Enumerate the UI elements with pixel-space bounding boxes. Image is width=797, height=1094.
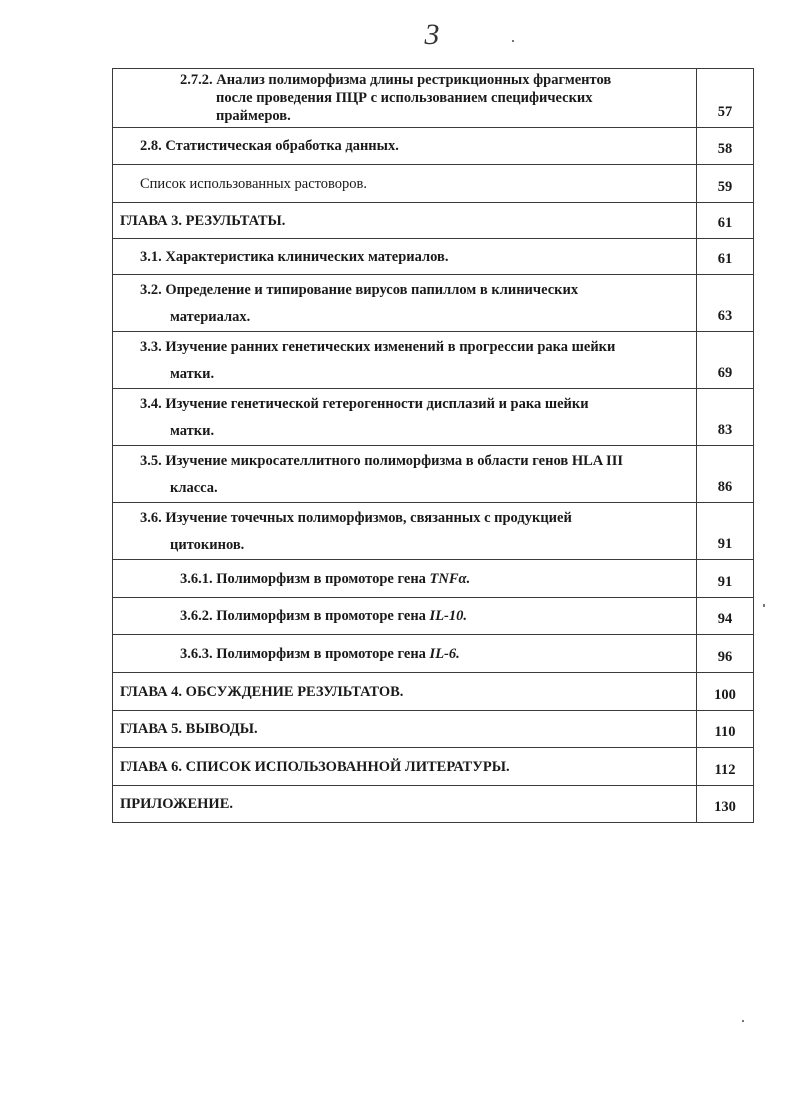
toc-row bbox=[113, 446, 754, 503]
toc-page: 100 bbox=[697, 673, 754, 711]
toc-title-line: ГЛАВА 5. ВЫВОДЫ. bbox=[120, 721, 258, 737]
toc-row bbox=[113, 748, 754, 786]
table-of-contents bbox=[112, 68, 754, 823]
toc-title bbox=[113, 598, 697, 635]
toc-title bbox=[113, 203, 697, 239]
gene-name: IL-6. bbox=[429, 645, 460, 662]
toc-page: 91 bbox=[697, 503, 754, 560]
toc-page: 130 bbox=[697, 786, 754, 823]
toc-page: 63 bbox=[697, 275, 754, 332]
toc-page: 91 bbox=[697, 560, 754, 598]
toc-title-line: 2.7.2. Анализ полиморфизма длины рестрикционных фрагментов bbox=[180, 72, 612, 88]
scan-speck bbox=[742, 1020, 744, 1022]
toc-title-prefix: 3.6.2. Полиморфизм в промоторе гена bbox=[180, 608, 430, 624]
toc-page: 110 bbox=[697, 711, 754, 748]
toc-row bbox=[113, 239, 754, 275]
toc-title-line: 3.3. Изучение ранних генетических изменений в прогрессии рака шейки bbox=[140, 339, 616, 355]
toc-row bbox=[113, 635, 754, 673]
toc-page: 112 bbox=[697, 748, 754, 786]
toc-title-line: 3.5. Изучение микросателлитного полиморфизма в области генов HLA III bbox=[140, 453, 623, 469]
toc-title-line: Список использованных растоворов. bbox=[140, 175, 368, 192]
toc-title bbox=[113, 446, 697, 503]
toc-page: 69 bbox=[697, 332, 754, 389]
page-number: 3 bbox=[424, 18, 440, 51]
toc-page: 58 bbox=[697, 128, 754, 165]
toc-page: 61 bbox=[697, 203, 754, 239]
toc-row bbox=[113, 673, 754, 711]
toc-page: 86 bbox=[697, 446, 754, 503]
toc-title bbox=[113, 389, 697, 446]
toc-title bbox=[113, 748, 697, 786]
toc-title-line: ГЛАВА 4. ОБСУЖДЕНИЕ РЕЗУЛЬТАТОВ. bbox=[120, 683, 404, 700]
toc-title bbox=[113, 503, 697, 560]
toc-title bbox=[113, 128, 697, 165]
toc-title-line: ГЛАВА 3. РЕЗУЛЬТАТЫ. bbox=[120, 212, 286, 229]
toc-title bbox=[113, 635, 697, 673]
toc-title-prefix: 3.6.3. Полиморфизм в промоторе гена bbox=[180, 645, 430, 662]
toc-title bbox=[113, 786, 697, 823]
toc-title-line: праймеров. bbox=[216, 108, 291, 124]
toc-title-line: 2.8. Статистическая обработка данных. bbox=[140, 138, 399, 154]
toc-title-line: 3.6. Изучение точечных полиморфизмов, связанных с продукцией bbox=[140, 510, 572, 526]
toc-title-line: ПРИЛОЖЕНИЕ. bbox=[120, 796, 233, 812]
toc-title-line: ГЛАВА 6. СПИСОК ИСПОЛЬЗОВАННОЙ ЛИТЕРАТУРЫ. bbox=[120, 758, 510, 775]
toc-row bbox=[113, 711, 754, 748]
toc-row bbox=[113, 275, 754, 332]
toc-title-line: матки. bbox=[170, 423, 215, 439]
toc-row bbox=[113, 389, 754, 446]
toc-title bbox=[113, 673, 697, 711]
toc-title-line: класса. bbox=[170, 480, 218, 496]
toc-row bbox=[113, 560, 754, 598]
toc-title bbox=[113, 332, 697, 389]
toc-title-prefix: 3.6.1. Полиморфизм в промоторе гена bbox=[180, 570, 430, 587]
toc-title-line: материалах. bbox=[170, 309, 251, 325]
toc-page: 94 bbox=[697, 598, 754, 635]
toc-title-line: 3.1. Характеристика клинических материалов. bbox=[140, 248, 449, 265]
toc-page: 57 bbox=[697, 69, 754, 128]
toc-row bbox=[113, 128, 754, 165]
toc-title-line: цитокинов. bbox=[170, 537, 245, 553]
toc-title bbox=[113, 275, 697, 332]
toc-row bbox=[113, 598, 754, 635]
toc-page: 96 bbox=[697, 635, 754, 673]
scan-speck bbox=[512, 40, 514, 42]
toc-title-line: после проведения ПЦР с использованием специфических bbox=[216, 90, 593, 106]
toc-title bbox=[113, 711, 697, 748]
toc-page: 59 bbox=[697, 165, 754, 203]
toc-title-line: 3.2. Определение и типирование вирусов папиллом в клинических bbox=[140, 282, 579, 298]
scan-speck bbox=[763, 604, 765, 607]
toc-row bbox=[113, 786, 754, 823]
toc-title bbox=[113, 239, 697, 275]
toc-title bbox=[113, 165, 697, 203]
toc-row bbox=[113, 203, 754, 239]
toc-page: 61 bbox=[697, 239, 754, 275]
toc-row bbox=[113, 332, 754, 389]
toc-title bbox=[113, 560, 697, 598]
toc-row bbox=[113, 69, 754, 128]
gene-name: IL-10. bbox=[429, 608, 468, 624]
toc-row bbox=[113, 165, 754, 203]
toc-title-line: матки. bbox=[170, 366, 215, 382]
gene-name: TNFα. bbox=[429, 570, 471, 587]
toc-title-line: 3.4. Изучение генетической гетерогенности дисплазий и рака шейки bbox=[140, 396, 589, 412]
toc-title bbox=[113, 69, 697, 128]
toc-page: 83 bbox=[697, 389, 754, 446]
toc-row bbox=[113, 503, 754, 560]
